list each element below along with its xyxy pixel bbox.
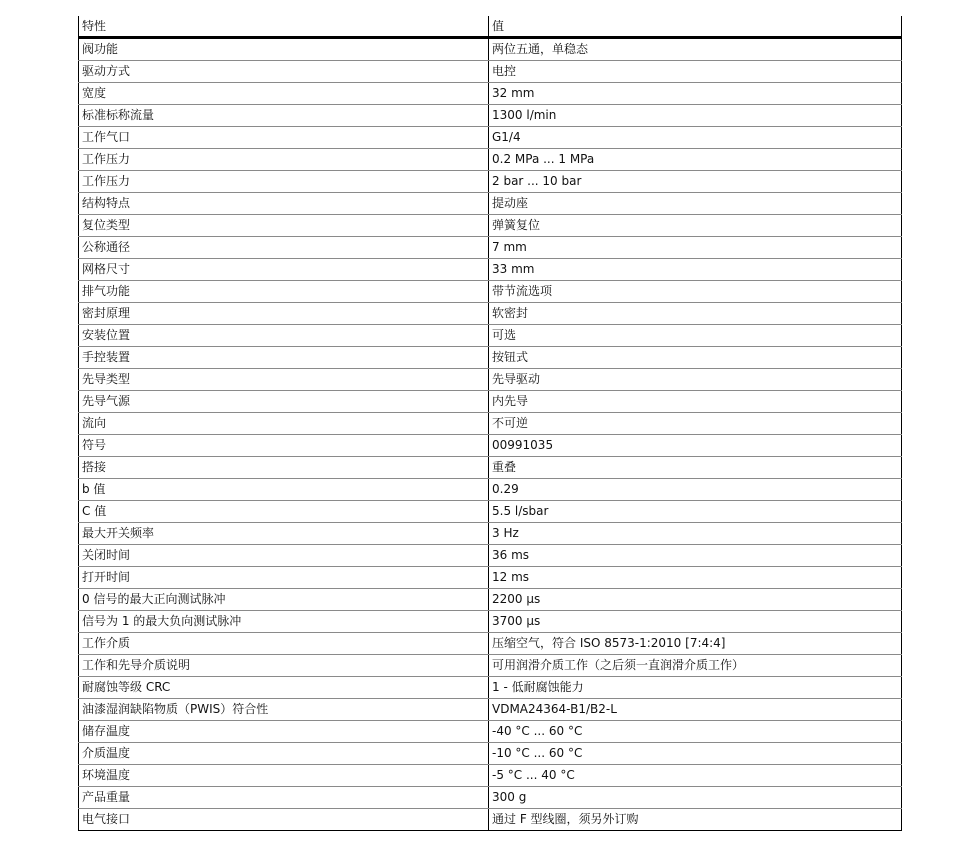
- value-cell: 内先导: [489, 391, 902, 413]
- property-cell: 信号为 1 的最大负向测试脉冲: [79, 611, 489, 633]
- table-header: [79, 16, 902, 38]
- property-cell: 排气功能: [79, 281, 489, 303]
- table-row: [79, 149, 902, 171]
- table-row: [79, 589, 902, 611]
- property-cell: b 值: [79, 479, 489, 501]
- table-row: [79, 677, 902, 699]
- value-cell: 提动座: [489, 193, 902, 215]
- table-row: [79, 193, 902, 215]
- property-cell: 产品重量: [79, 787, 489, 809]
- table-row: [79, 413, 902, 435]
- property-cell: 标准标称流量: [79, 105, 489, 127]
- spec-table: [78, 16, 902, 831]
- property-cell: 网格尺寸: [79, 259, 489, 281]
- value-cell: 0.2 MPa ... 1 MPa: [489, 149, 902, 171]
- table-row: [79, 259, 902, 281]
- value-cell: 可选: [489, 325, 902, 347]
- property-cell: 复位类型: [79, 215, 489, 237]
- table-row: [79, 105, 902, 127]
- property-cell: 搭接: [79, 457, 489, 479]
- value-cell: 可用润滑介质工作（之后须一直润滑介质工作）: [489, 655, 902, 677]
- property-cell: 结构特点: [79, 193, 489, 215]
- value-cell: VDMA24364-B1/B2-L: [489, 699, 902, 721]
- header-property: 特性: [79, 16, 489, 38]
- table-row: [79, 545, 902, 567]
- value-cell: 压缩空气，符合 ISO 8573-1:2010 [7:4:4]: [489, 633, 902, 655]
- table-row: [79, 501, 902, 523]
- value-cell: 不可逆: [489, 413, 902, 435]
- table-row: [79, 809, 902, 831]
- value-cell: -5 °C ... 40 °C: [489, 765, 902, 787]
- table-row: [79, 721, 902, 743]
- table-row: [79, 523, 902, 545]
- table-row: [79, 391, 902, 413]
- property-cell: 安装位置: [79, 325, 489, 347]
- property-cell: 0 信号的最大正向测试脉冲: [79, 589, 489, 611]
- property-cell: 储存温度: [79, 721, 489, 743]
- table-row: [79, 567, 902, 589]
- property-cell: 耐腐蚀等级 CRC: [79, 677, 489, 699]
- table-row: [79, 237, 902, 259]
- property-cell: 介质温度: [79, 743, 489, 765]
- value-cell: 5.5 l/sbar: [489, 501, 902, 523]
- value-cell: -10 °C ... 60 °C: [489, 743, 902, 765]
- table-row: [79, 171, 902, 193]
- value-cell: 2200 µs: [489, 589, 902, 611]
- property-cell: 符号: [79, 435, 489, 457]
- value-cell: 7 mm: [489, 237, 902, 259]
- table-row: [79, 699, 902, 721]
- property-cell: C 值: [79, 501, 489, 523]
- property-cell: 密封原理: [79, 303, 489, 325]
- property-cell: 打开时间: [79, 567, 489, 589]
- property-cell: 先导气源: [79, 391, 489, 413]
- table-row: [79, 479, 902, 501]
- value-cell: 通过 F 型线圈，须另外订购: [489, 809, 902, 831]
- table-row: [79, 457, 902, 479]
- table-row: [79, 38, 902, 61]
- property-cell: 油漆湿润缺陷物质（PWIS）符合性: [79, 699, 489, 721]
- property-cell: 手控装置: [79, 347, 489, 369]
- property-cell: 工作和先导介质说明: [79, 655, 489, 677]
- table-row: [79, 655, 902, 677]
- value-cell: 带节流选项: [489, 281, 902, 303]
- table-row: [79, 611, 902, 633]
- value-cell: 3 Hz: [489, 523, 902, 545]
- table-body: [79, 38, 902, 831]
- value-cell: 弹簧复位: [489, 215, 902, 237]
- value-cell: 00991035: [489, 435, 902, 457]
- property-cell: 电气接口: [79, 809, 489, 831]
- table-row: [79, 787, 902, 809]
- value-cell: -40 °C ... 60 °C: [489, 721, 902, 743]
- value-cell: 先导驱动: [489, 369, 902, 391]
- table-row: [79, 325, 902, 347]
- table-row: [79, 633, 902, 655]
- table-row: [79, 281, 902, 303]
- value-cell: 两位五通，单稳态: [489, 38, 902, 61]
- table-row: [79, 743, 902, 765]
- property-cell: 环境温度: [79, 765, 489, 787]
- property-cell: 工作介质: [79, 633, 489, 655]
- value-cell: 36 ms: [489, 545, 902, 567]
- property-cell: 工作压力: [79, 149, 489, 171]
- table-row: [79, 127, 902, 149]
- value-cell: 1300 l/min: [489, 105, 902, 127]
- property-cell: 流向: [79, 413, 489, 435]
- table-row: [79, 83, 902, 105]
- value-cell: G1/4: [489, 127, 902, 149]
- table-row: [79, 61, 902, 83]
- header-row: [79, 16, 902, 38]
- property-cell: 宽度: [79, 83, 489, 105]
- value-cell: 3700 µs: [489, 611, 902, 633]
- property-cell: 工作压力: [79, 171, 489, 193]
- property-cell: 先导类型: [79, 369, 489, 391]
- header-value: 值: [489, 16, 902, 38]
- table-row: [79, 765, 902, 787]
- table-row: [79, 303, 902, 325]
- property-cell: 公称通径: [79, 237, 489, 259]
- table-row: [79, 347, 902, 369]
- value-cell: 2 bar ... 10 bar: [489, 171, 902, 193]
- value-cell: 300 g: [489, 787, 902, 809]
- property-cell: 驱动方式: [79, 61, 489, 83]
- property-cell: 工作气口: [79, 127, 489, 149]
- value-cell: 重叠: [489, 457, 902, 479]
- property-cell: 阀功能: [79, 38, 489, 61]
- table-row: [79, 435, 902, 457]
- table-row: [79, 215, 902, 237]
- value-cell: 33 mm: [489, 259, 902, 281]
- property-cell: 最大开关频率: [79, 523, 489, 545]
- value-cell: 32 mm: [489, 83, 902, 105]
- table-row: [79, 369, 902, 391]
- value-cell: 按钮式: [489, 347, 902, 369]
- property-cell: 关闭时间: [79, 545, 489, 567]
- value-cell: 电控: [489, 61, 902, 83]
- value-cell: 0.29: [489, 479, 902, 501]
- value-cell: 1 - 低耐腐蚀能力: [489, 677, 902, 699]
- value-cell: 12 ms: [489, 567, 902, 589]
- value-cell: 软密封: [489, 303, 902, 325]
